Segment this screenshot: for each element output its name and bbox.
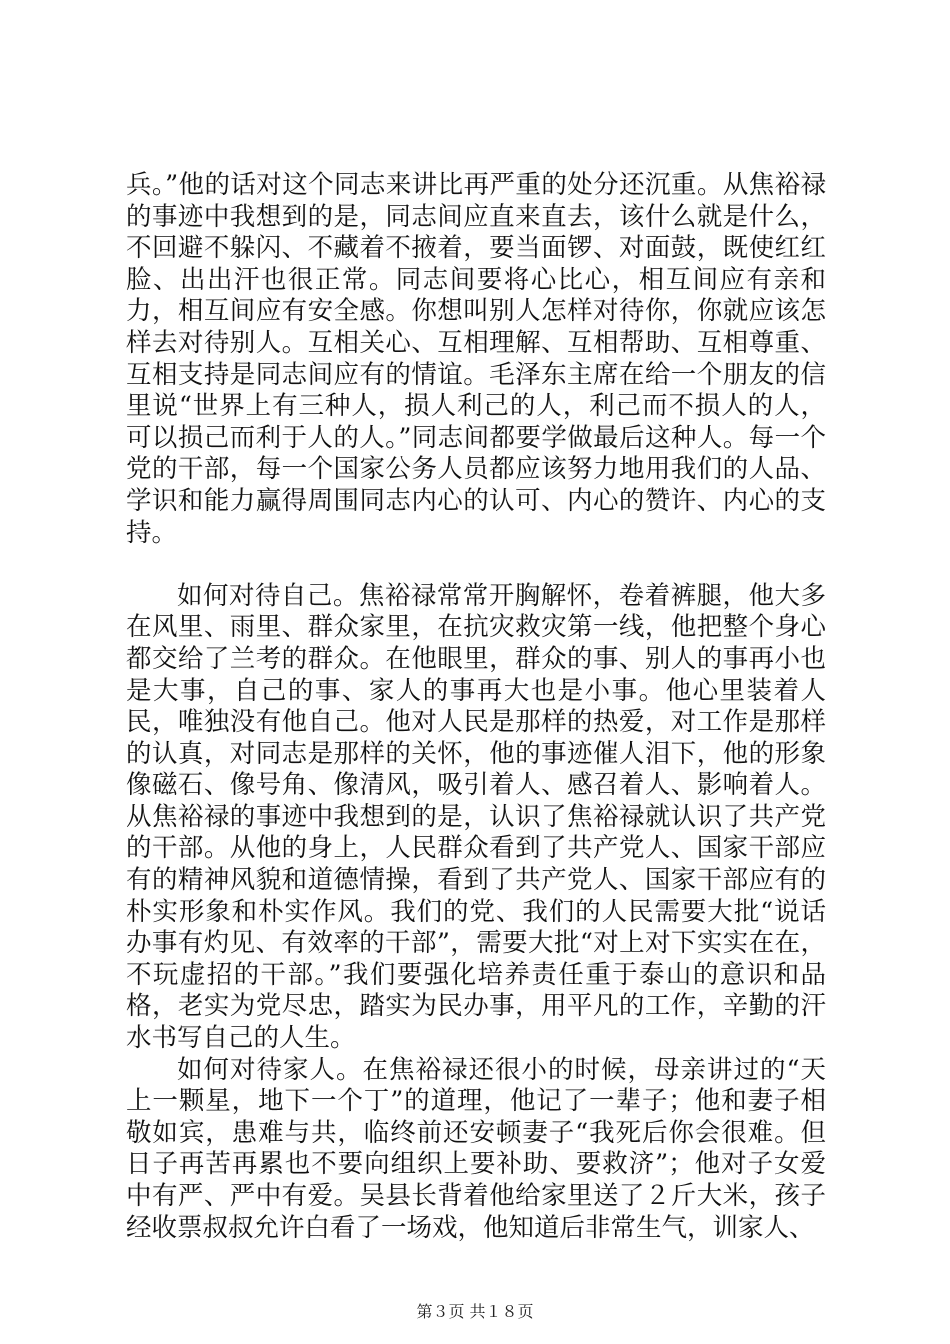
paragraph-3: 如何对待家人。在焦裕禄还很小的时候，母亲讲过的“天上一颗星，地下一个丁”的道理，他记了一辈子；他和妻子相敬如宾，患难与共，临终前还安顿妻子“我死后你会很难。但日子再苦再累也不要向组织上要补助、要救济”；他对子女爱中有严、严中有爱。吴县长背着他给家里送了２斤大米，孩子经收票叔叔允许白看了一场戏，他知道后非常生气，训家人、 [126, 1054, 826, 1243]
page-number-footer: 第３页 共１８页 [416, 1302, 534, 1321]
document-body [126, 170, 826, 1244]
paragraph-1: 兵。”他的话对这个同志来讲比再严重的处分还沉重。从焦裕禄的事迹中我想到的是，同志间应直来直去，该什么就是什么，不回避不躲闪、不藏着不掖着，要当面锣、对面鼓，既使红红脸、出出汗也很正常。同志间要将心比心，相互间应有亲和力，相互间应有安全感。你想叫别人怎样对待你，你就应该怎样去对待别人。互相关心、互相理解、互相帮助、互相尊重、互相支持是同志间应有的情谊。毛泽东主席在给一个朋友的信里说“世界上有三种人，损人利己的人，利己而不损人的人，可以损己而利于人的人。”同志间都要学做最后这种人。每一个党的干部，每一个国家公务人员都应该努力地用我们的人品、学识和能力赢得周围同志内心的认可、内心的赞许、内心的支持。 [126, 170, 826, 548]
paragraph-spacer [126, 549, 826, 581]
paragraph-2: 如何对待自己。焦裕禄常常开胸解怀，卷着裤腿，他大多在风里、雨里、群众家里，在抗灾救灾第一线，他把整个身心都交给了兰考的群众。在他眼里，群众的事、别人的事再小也是大事，自己的事、家人的事再大也是小事。他心里装着人民，唯独没有他自己。他对人民是那样的热爱，对工作是那样的认真，对同志是那样的关怀，他的事迹催人泪下，他的形象像磁石、像号角、像清风，吸引着人、感召着人、影响着人。从焦裕禄的事迹中我想到的是，认识了焦裕禄就认识了共产党的干部。从他的身上，人民群众看到了共产党人、国家干部应有的精神风貌和道德情操，看到了共产党人、国家干部应有的朴实形象和朴实作风。我们的党、我们的人民需要大批“说话办事有灼见、有效率的干部”，需要大批“对上对下实实在在，不玩虚招的干部。”我们要强化培养责任重于泰山的意识和品格，老实为党尽忠，踏实为民办事，用平凡的工作，辛勤的汗水书写自己的人生。 [126, 580, 826, 1054]
